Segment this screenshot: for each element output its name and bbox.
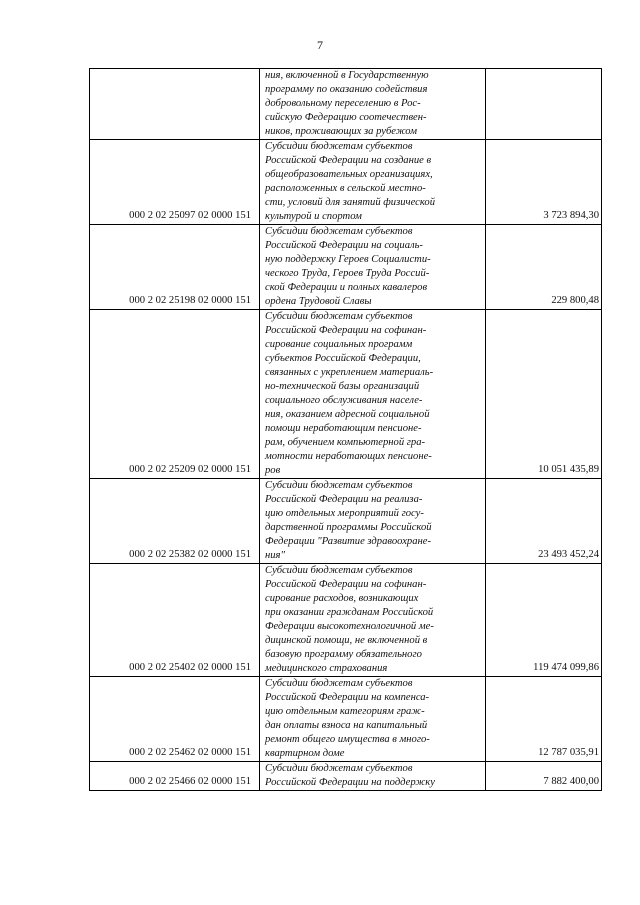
description-line: ния" xyxy=(265,550,285,561)
budget-code-cell xyxy=(90,69,260,140)
description-line: ской Федерации и полных кавалеров xyxy=(265,282,428,293)
budget-code-cell: 000 2 02 25402 02 0000 151 xyxy=(90,564,260,677)
description-line: базовую программу обязательного xyxy=(265,649,422,660)
description-line: мотности неработающих пенсионе- xyxy=(265,451,432,462)
description-line: сти, условий для занятий физической xyxy=(265,197,436,208)
description-line: сирование расходов, возникающих xyxy=(265,593,419,604)
description-line: при оказании гражданам Российской xyxy=(265,607,434,618)
table-row xyxy=(90,69,602,140)
description-line: Российской Федерации на поддержку xyxy=(265,777,435,788)
description-line: но-технической базы организаций xyxy=(265,381,420,392)
budget-table-body xyxy=(90,69,602,791)
description-cell xyxy=(260,479,486,564)
description-line: ров xyxy=(265,465,281,476)
description-line: социального обслуживания населе- xyxy=(265,395,423,406)
budget-table xyxy=(89,68,602,791)
description-line: Российской Федерации на софинан- xyxy=(265,579,427,590)
description-cell xyxy=(260,140,486,225)
budget-code-cell: 000 2 02 25462 02 0000 151 xyxy=(90,677,260,762)
amount-cell: 3 723 894,30 xyxy=(486,140,602,225)
description-line: Субсидии бюджетам субъектов xyxy=(265,311,413,322)
description-line: добровольному переселению в Рос- xyxy=(265,98,421,109)
table-row xyxy=(90,762,602,791)
description-line: дан оплаты взноса на капитальный xyxy=(265,720,428,731)
amount-cell: 10 051 435,89 xyxy=(486,310,602,479)
description-line: ников, проживающих за рубежом xyxy=(265,126,417,137)
table-row xyxy=(90,225,602,310)
budget-code-cell: 000 2 02 25198 02 0000 151 xyxy=(90,225,260,310)
description-line: расположенных в сельской местно- xyxy=(265,183,426,194)
description-cell xyxy=(260,310,486,479)
description-line: ную поддержку Героев Социалисти- xyxy=(265,254,431,265)
table-row xyxy=(90,564,602,677)
amount-cell: 119 474 099,86 xyxy=(486,564,602,677)
description-line: сийскую Федерацию соотечествен- xyxy=(265,112,427,123)
amount-cell: 23 493 452,24 xyxy=(486,479,602,564)
amount-cell: 229 800,48 xyxy=(486,225,602,310)
description-line: Субсидии бюджетам субъектов xyxy=(265,565,413,576)
description-line: ческого Труда, Героев Труда Россий- xyxy=(265,268,430,279)
description-cell xyxy=(260,69,486,140)
budget-code-cell: 000 2 02 25097 02 0000 151 xyxy=(90,140,260,225)
description-line: Российской Федерации на реализа- xyxy=(265,494,423,505)
description-cell xyxy=(260,564,486,677)
description-line: квартирном доме xyxy=(265,748,345,759)
description-line: Российской Федерации на софинан- xyxy=(265,325,427,336)
description-cell xyxy=(260,225,486,310)
description-line: Субсидии бюджетам субъектов xyxy=(265,480,413,491)
description-line: Субсидии бюджетам субъектов xyxy=(265,226,413,237)
description-line: программу по оказанию содействия xyxy=(265,84,428,95)
description-line: связанных с укреплением материаль- xyxy=(265,367,434,378)
description-line: цию отдельных мероприятий госу- xyxy=(265,508,424,519)
description-line: рам, обучением компьютерной гра- xyxy=(265,437,426,448)
description-line: помощи неработающим пенсионе- xyxy=(265,423,422,434)
table-row xyxy=(90,310,602,479)
description-line: Субсидии бюджетам субъектов xyxy=(265,678,413,689)
page-number: 7 xyxy=(317,38,323,52)
description-line: Субсидии бюджетам субъектов xyxy=(265,141,413,152)
description-line: общеобразовательных организациях, xyxy=(265,169,433,180)
description-cell xyxy=(260,677,486,762)
description-line: Субсидии бюджетам субъектов xyxy=(265,763,413,774)
description-line: ордена Трудовой Славы xyxy=(265,296,372,307)
amount-cell xyxy=(486,69,602,140)
description-line: ния, включенной в Государственную xyxy=(265,70,429,81)
description-line: Российской Федерации на социаль- xyxy=(265,240,423,251)
budget-code-cell: 000 2 02 25466 02 0000 151 xyxy=(90,762,260,791)
description-line: цию отдельным категориям граж- xyxy=(265,706,425,717)
description-line: Федерации высокотехнологичной ме- xyxy=(265,621,434,632)
description-line: Федерации "Развитие здравоохране- xyxy=(265,536,431,547)
description-line: Российской Федерации на создание в xyxy=(265,155,432,166)
description-line: ремонт общего имущества в много- xyxy=(265,734,430,745)
table-row xyxy=(90,479,602,564)
amount-cell: 12 787 035,91 xyxy=(486,677,602,762)
description-line: субъектов Российской Федерации, xyxy=(265,353,421,364)
table-row xyxy=(90,677,602,762)
budget-code-cell: 000 2 02 25209 02 0000 151 xyxy=(90,310,260,479)
description-line: дарственной программы Российской xyxy=(265,522,432,533)
description-line: дицинской помощи, не включенной в xyxy=(265,635,428,646)
description-line: сирование социальных программ xyxy=(265,339,413,350)
budget-code-cell: 000 2 02 25382 02 0000 151 xyxy=(90,479,260,564)
amount-cell: 7 882 400,00 xyxy=(486,762,602,791)
description-line: культурой и спортом xyxy=(265,211,362,222)
table-row xyxy=(90,140,602,225)
description-line: медицинского страхования xyxy=(265,663,388,674)
description-line: Российской Федерации на компенса- xyxy=(265,692,430,703)
description-cell xyxy=(260,762,486,791)
description-line: ния, оказанием адресной социальной xyxy=(265,409,430,420)
